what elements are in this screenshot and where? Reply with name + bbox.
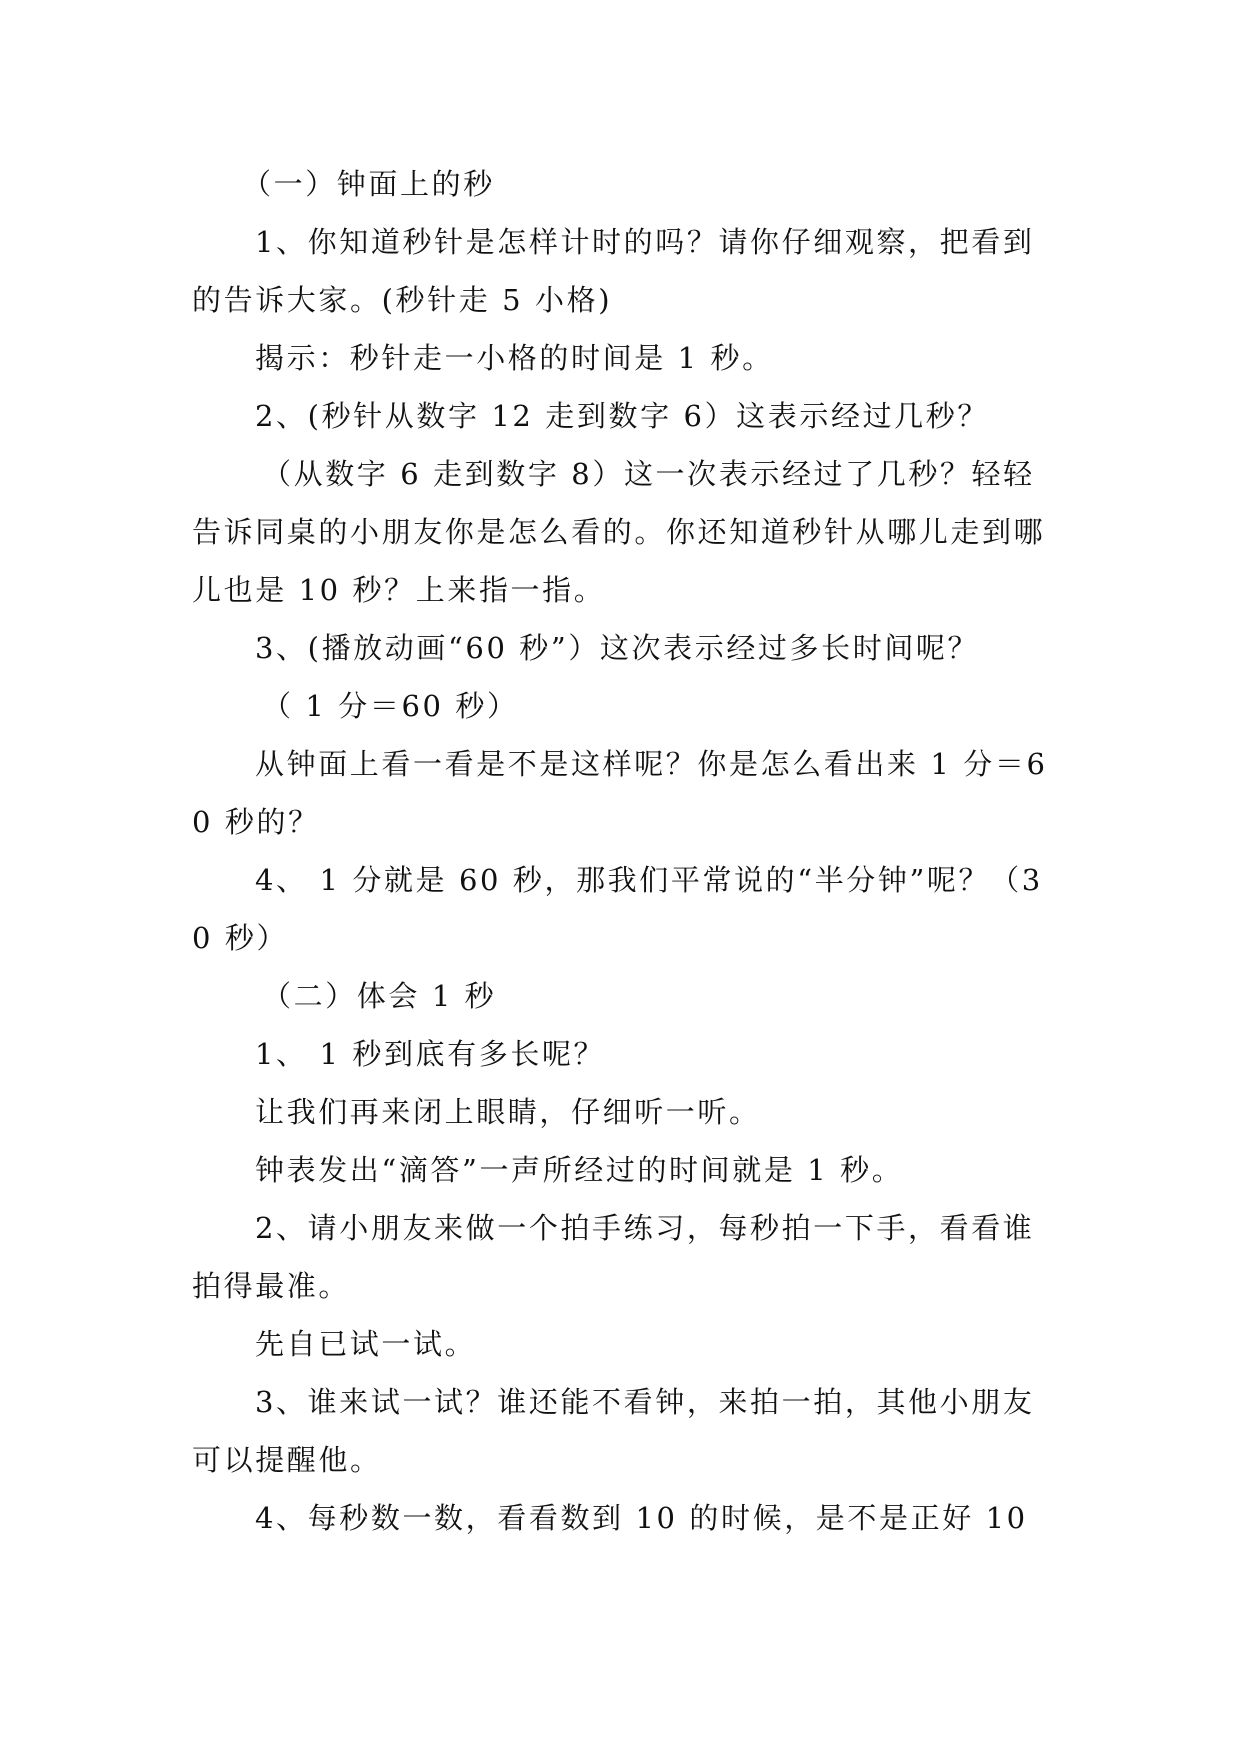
paragraph-experience-4: 4、每秒数一数，看看数到 10 的时候，是不是正好 10 — [255, 1501, 1028, 1535]
paragraph-question-1: 1、你知道秒针是怎样计时的吗？请你仔细观察，把看到的告诉大家。(秒针走 5 小格) — [192, 225, 1035, 317]
paragraph-tick: 钟表发出“滴答”一声所经过的时间就是 1 秒。 — [255, 1153, 904, 1187]
paragraph-experience-2: 2、请小朋友来做一个拍手练习，每秒拍一下手，看看谁拍得最准。 — [192, 1211, 1035, 1303]
paragraph-question-3: 3、(播放动画“60 秒”）这次表示经过多长时间呢？ — [255, 631, 980, 665]
paragraph-experience-3: 3、谁来试一试？谁还能不看钟，来拍一拍，其他小朋友可以提醒他。 — [192, 1385, 1035, 1477]
paragraph-question-2-followup: （从数字 6 走到数字 8）这一次表示经过了几秒？轻轻告诉同桌的小朋友你是怎么看的。你还知道秒针从哪儿走到哪儿也是 10 秒？上来指一指。 — [192, 457, 1046, 607]
document-body — [192, 155, 1052, 1547]
paragraph-try-self: 先自已试一试。 — [255, 1327, 477, 1361]
paragraph-question-4: 4、 1 分就是 60 秒，那我们平常说的“半分钟”呢？（30 秒） — [192, 863, 1043, 955]
paragraph-question-2: 2、(秒针从数字 12 走到数字 6）这表示经过几秒？ — [255, 399, 989, 433]
paragraph-check-clock: 从钟面上看一看是不是这样呢？你是怎么看出来 1 分＝60 秒的？ — [192, 747, 1048, 839]
paragraph-experience-1: 1、 1 秒到底有多长呢？ — [255, 1037, 606, 1071]
paragraph-reveal: 揭示：秒针走一小格的时间是 1 秒。 — [255, 341, 774, 375]
paragraph-minute-equals: （ 1 分＝60 秒） — [262, 689, 519, 723]
paragraph-listen: 让我们再来闭上眼睛，仔细听一听。 — [255, 1095, 761, 1129]
section-heading-experience-second: （二）体会 1 秒 — [262, 979, 497, 1013]
section-heading-clock-seconds: （一）钟面上的秒 — [242, 167, 495, 201]
